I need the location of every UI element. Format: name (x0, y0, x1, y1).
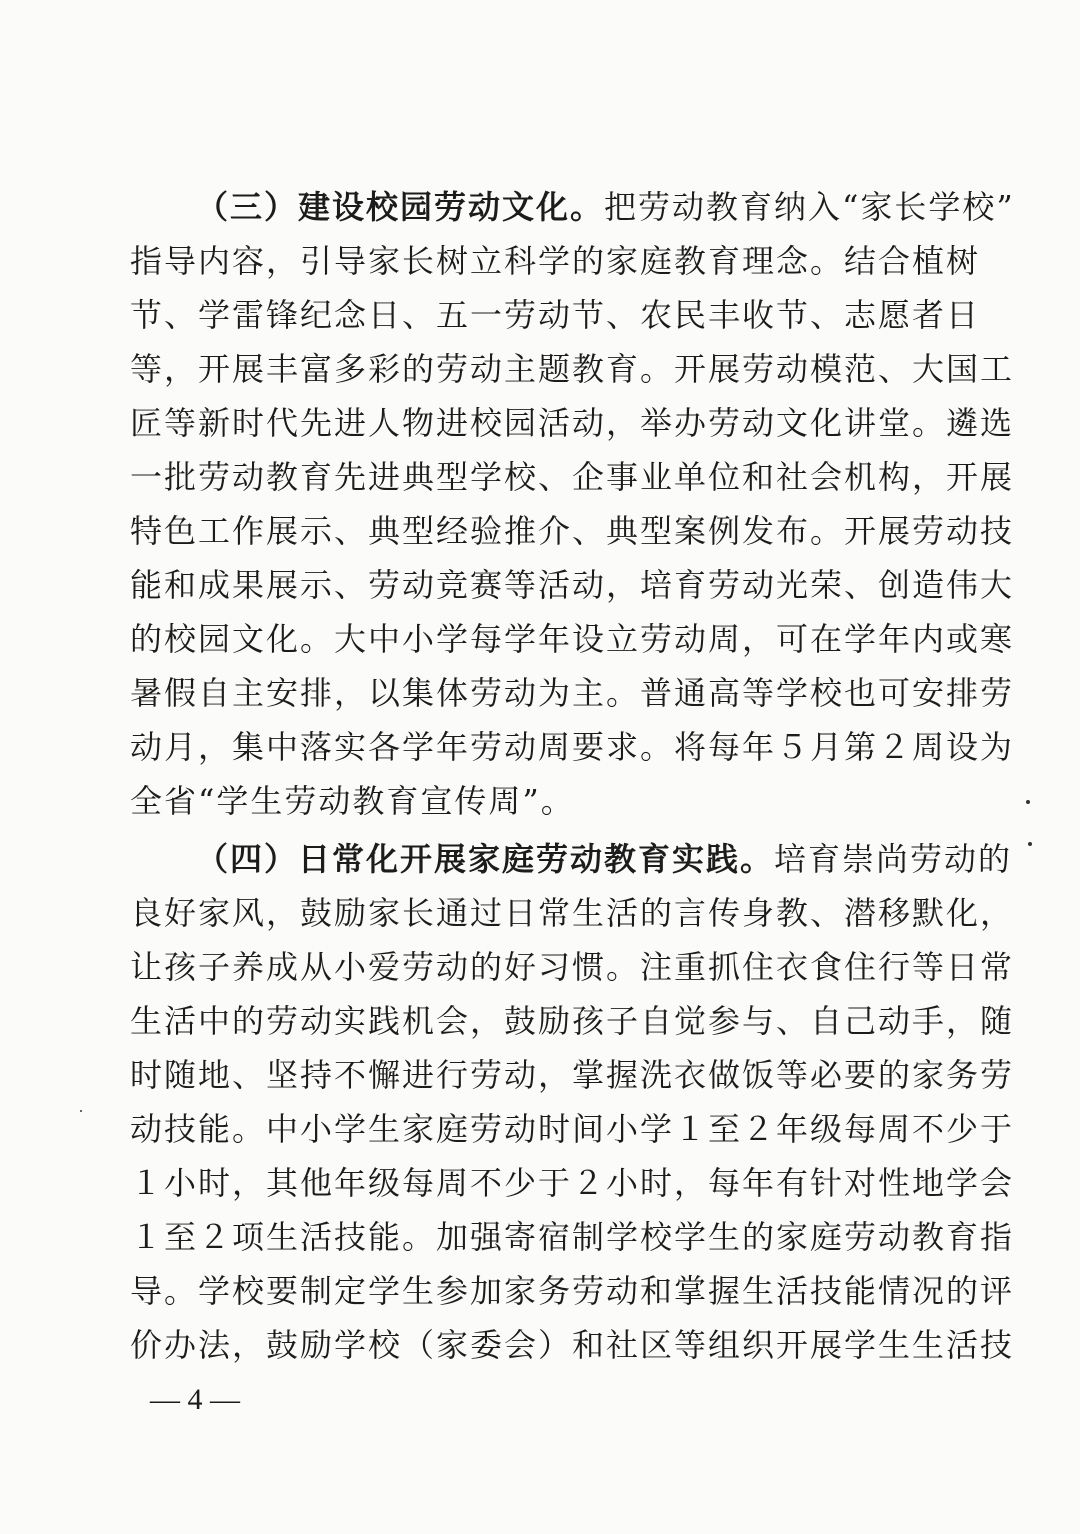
body-line: 导。学校要制定学生参加家务劳动和掌握生活技能情况的评 (130, 1272, 1015, 1310)
body-line: １至２项生活技能。加强寄宿制学校学生的家庭劳动教育指 (130, 1218, 1015, 1256)
body-line: 生活中的劳动实践机会，鼓励孩子自觉参与、自己动手，随 (130, 1002, 1015, 1040)
scan-speck (1026, 800, 1030, 804)
body-line: 一批劳动教育先进典型学校、企事业单位和社会机构，开展 (130, 458, 1015, 496)
body-line: 匠等新时代先进人物进校园活动，举办劳动文化讲堂。遴选 (130, 404, 1015, 442)
body-line: 让孩子养成从小爱劳动的好习惯。注重抓住衣食住行等日常 (130, 948, 1015, 986)
body-line: 的校园文化。大中小学每学年设立劳动周，可在学年内或寒 (130, 620, 1015, 658)
body-line: 能和成果展示、劳动竞赛等活动，培育劳动光荣、创造伟大 (130, 566, 1015, 604)
body-line: 指导内容，引导家长树立科学的家庭教育理念。结合植树 (130, 242, 981, 280)
body-line: 价办法，鼓励学校（家委会）和社区等组织开展学生生活技 (130, 1326, 1015, 1364)
scan-speck (1028, 842, 1032, 846)
section3-first-text: 把劳动教育纳入“家长学校” (604, 188, 1015, 226)
section4-first-line (196, 832, 1013, 886)
body-line: 动技能。中小学生家庭劳动时间小学１至２年级每周不少于 (130, 1110, 1015, 1148)
body-line: 动月，集中落实各学年劳动周要求。将每年５月第２周设为 (130, 728, 1015, 766)
section4-first-text: 培育崇尚劳动的 (774, 840, 1013, 878)
section3-first-line (196, 180, 1015, 234)
body-line: １小时，其他年级每周不少于２小时，每年有针对性地学会 (130, 1164, 1015, 1202)
body-line: 时随地、坚持不懈进行劳动，掌握洗衣做饭等必要的家务劳 (130, 1056, 1015, 1094)
body-line: 良好家风，鼓励家长通过日常生活的言传身教、潜移默化， (130, 894, 1015, 932)
body-line: 等，开展丰富多彩的劳动主题教育。开展劳动模范、大国工 (130, 350, 1015, 388)
section4-heading: （四）日常化开展家庭劳动教育实践。 (196, 840, 775, 878)
section3-heading: （三）建设校园劳动文化。 (196, 188, 605, 226)
page-number: — 4 — (150, 1383, 240, 1416)
body-line-last: 全省“学生劳动教育宣传周”。 (130, 782, 575, 820)
scan-speck (80, 1110, 82, 1112)
body-line: 节、学雷锋纪念日、五一劳动节、农民丰收节、志愿者日 (130, 296, 981, 334)
body-line: 暑假自主安排，以集体劳动为主。普通高等学校也可安排劳 (130, 674, 1015, 712)
body-line: 特色工作展示、典型经验推介、典型案例发布。开展劳动技 (130, 512, 1015, 550)
